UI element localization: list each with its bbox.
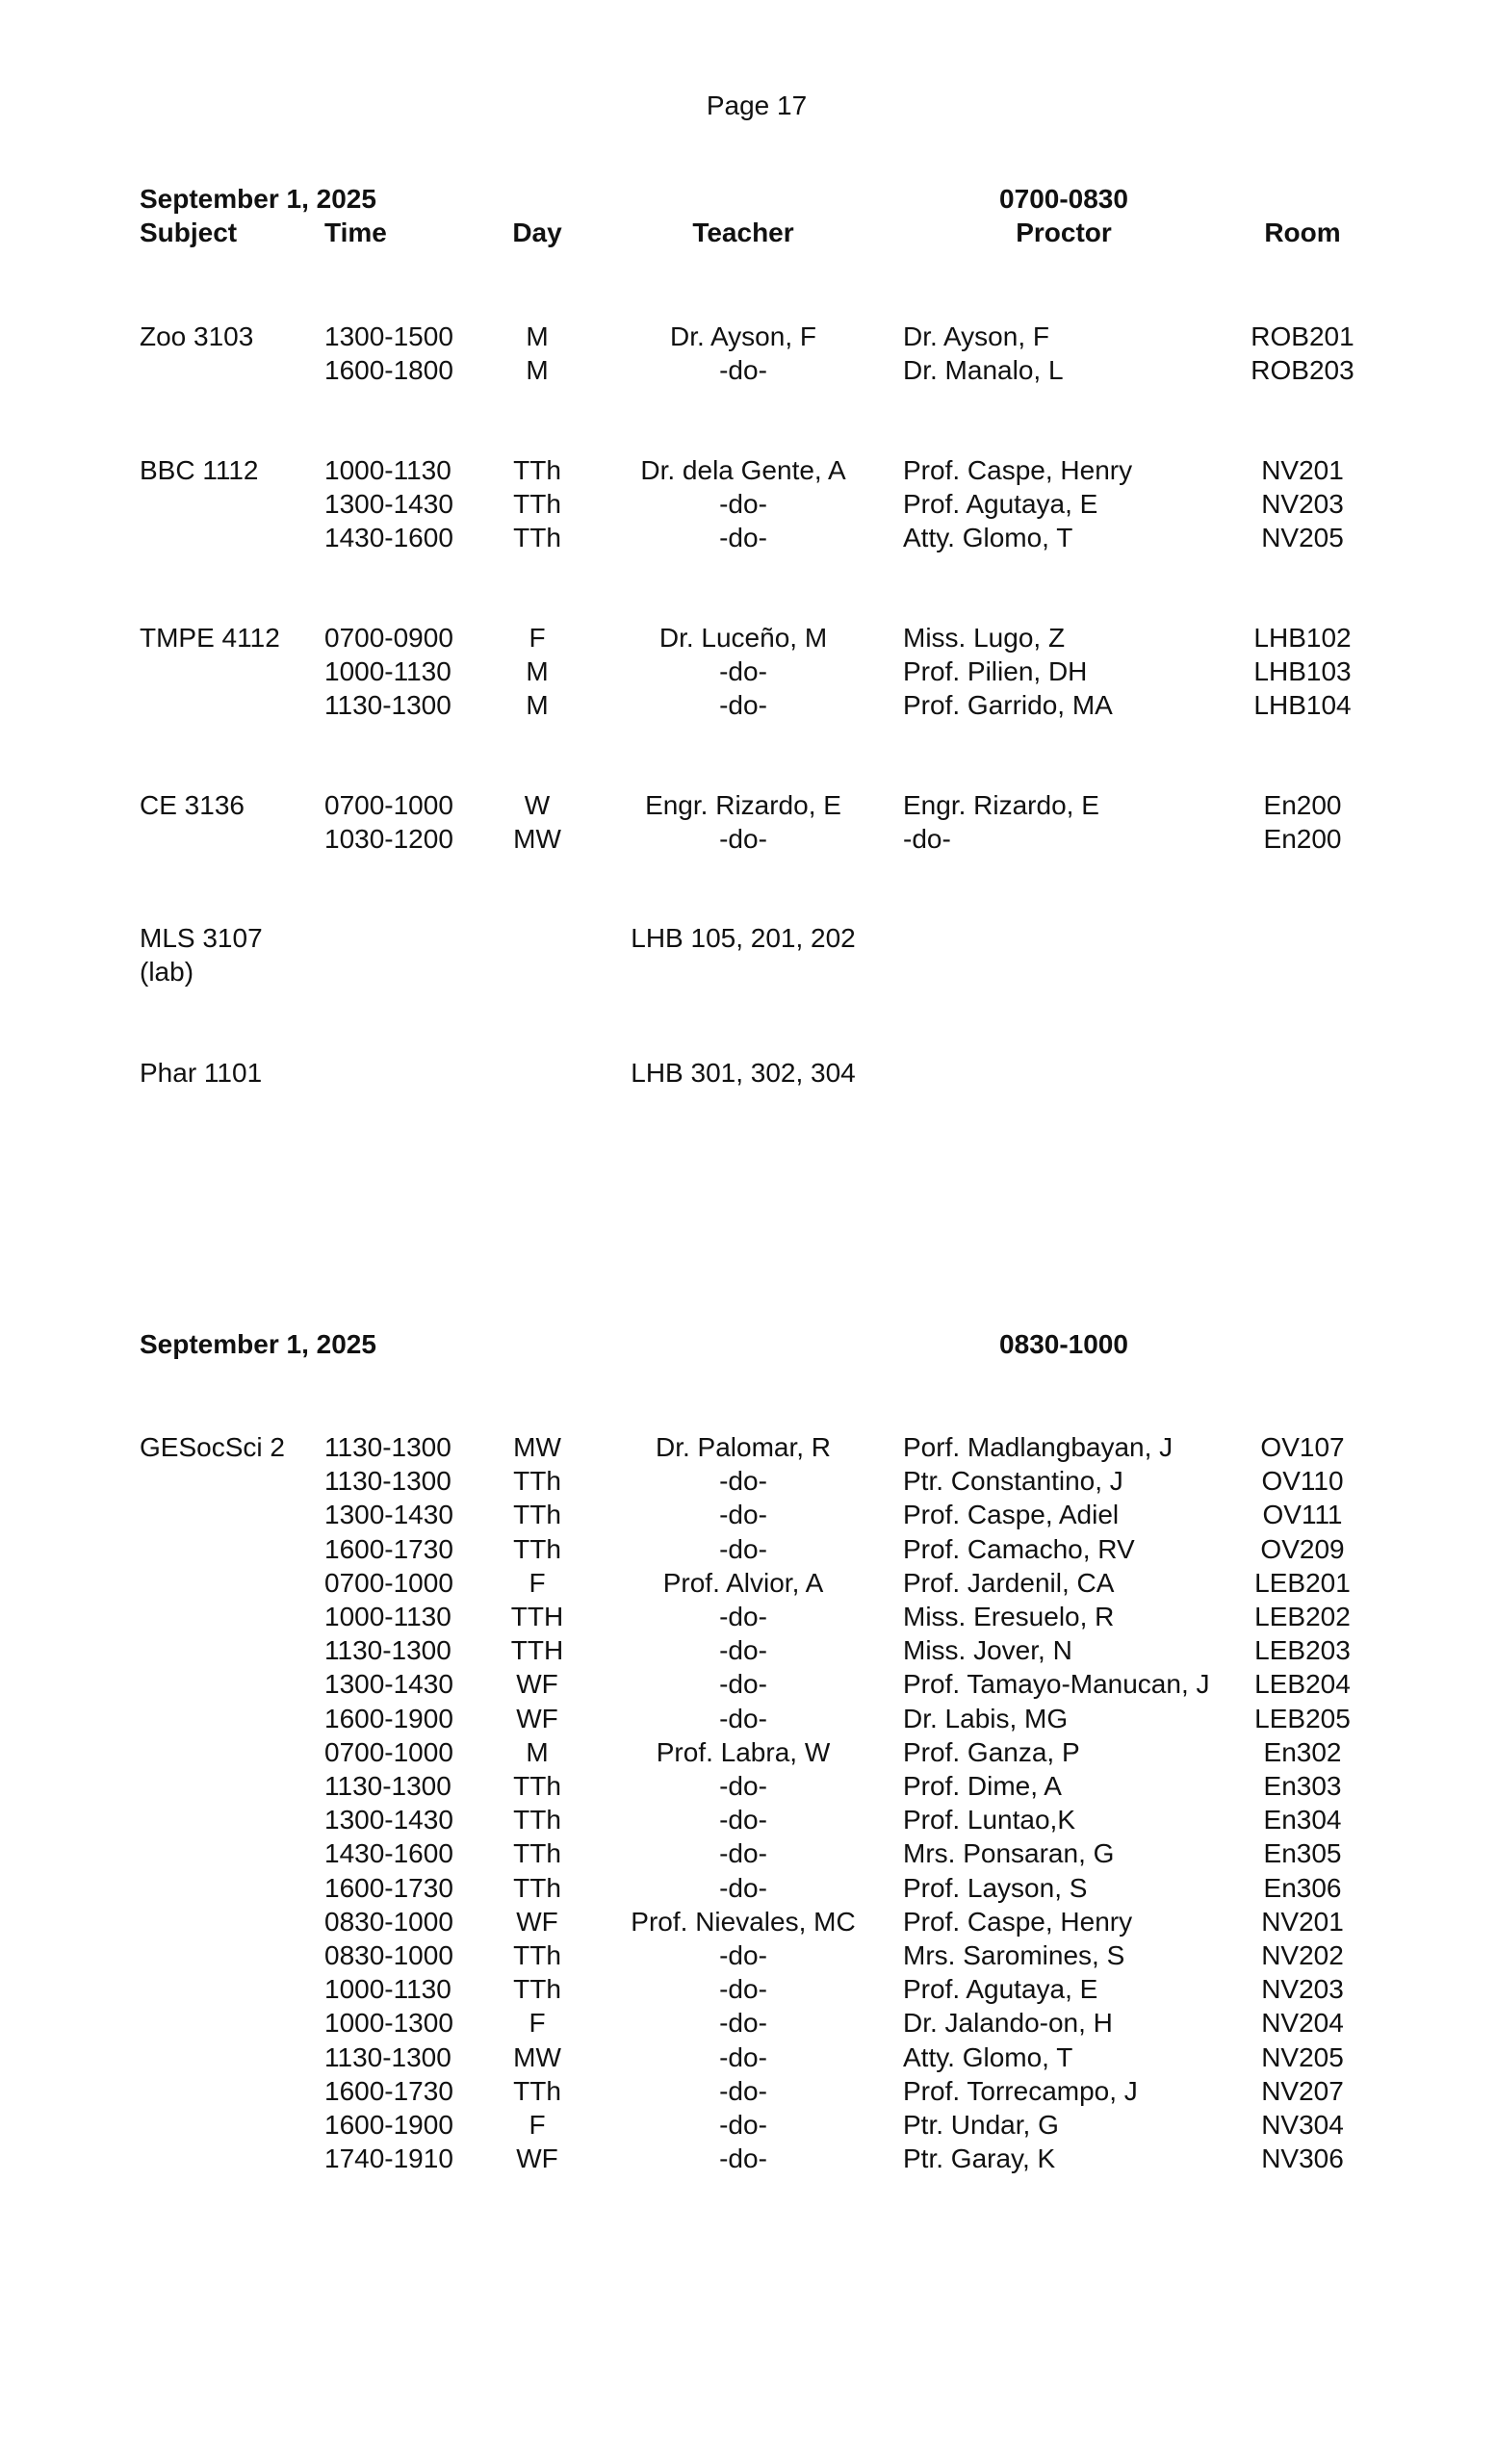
cell-proctor: Dr. Ayson, F	[903, 321, 1049, 351]
cell-room: En305	[1263, 1838, 1342, 1869]
cell-teacher: -do-	[719, 355, 767, 386]
cell-day: TTh	[513, 1940, 561, 1970]
cell-teacher: Prof. Alvior, A	[662, 1567, 824, 1598]
cell-teacher: -do-	[719, 1703, 767, 1733]
cell-time: 1300-1430	[324, 1805, 453, 1835]
cell-teacher: -do-	[719, 2008, 767, 2039]
cell-day: F	[529, 2008, 546, 2039]
cell-teacher: -do-	[719, 690, 767, 721]
cell-time: 1300-1430	[324, 489, 453, 520]
cell-day: TTH	[510, 1602, 564, 1631]
cell-day: F	[529, 623, 546, 653]
cell-time: 1430-1600	[324, 1838, 453, 1869]
cell-room: LHB103	[1253, 656, 1352, 687]
cell-day: TTh	[513, 455, 561, 485]
cell-teacher: LHB 301, 302, 304	[631, 1058, 856, 1088]
cell-time: 1000-1130	[324, 1602, 451, 1631]
cell-proctor: Dr. Jalando-on, H	[903, 2008, 1113, 2039]
cell-teacher: -do-	[719, 824, 767, 855]
cell-proctor: Ptr. Garay, K	[903, 2143, 1056, 2174]
cell-teacher: Prof. Labra, W	[656, 1736, 831, 1767]
cell-day: WF	[516, 1906, 558, 1937]
cell-room: En304	[1263, 1805, 1342, 1835]
cell-room: NV205	[1261, 523, 1344, 553]
cell-proctor: Prof. Dime, A	[903, 1771, 1062, 1801]
cell-room: NV204	[1261, 2008, 1344, 2039]
cell-proctor: Prof. Camacho, RV	[903, 1533, 1135, 1564]
cell-teacher: -do-	[719, 1771, 767, 1801]
subject-code: Phar 1101	[140, 1058, 263, 1088]
cell-time: 1000-1130	[324, 455, 451, 485]
cell-proctor: Miss. Jover, N	[903, 1635, 1072, 1666]
cell-teacher: Dr. dela Gente, A	[640, 455, 846, 485]
subject-code: TMPE 4112	[140, 623, 280, 653]
cell-room: LHB102	[1253, 623, 1352, 653]
cell-day: M	[526, 690, 549, 721]
cell-room: ROB201	[1251, 321, 1354, 351]
cell-room: En303	[1263, 1771, 1342, 1801]
cell-teacher: -do-	[719, 2075, 767, 2106]
cell-teacher: Engr. Rizardo, E	[645, 790, 841, 820]
cell-room: OV107	[1260, 1432, 1345, 1462]
cell-teacher: -do-	[719, 1466, 767, 1497]
cell-teacher: Dr. Palomar, R	[655, 1432, 832, 1462]
cell-time: 1000-1300	[324, 2008, 453, 2039]
cell-time: 1000-1130	[324, 656, 451, 687]
cell-day: TTH	[510, 1635, 564, 1666]
cell-day: TTh	[513, 1872, 561, 1903]
cell-teacher: Prof. Nievales, MC	[631, 1906, 856, 1937]
cell-day: MW	[513, 1432, 561, 1462]
cell-time: 1130-1300	[324, 690, 451, 721]
cell-proctor: Prof. Caspe, Henry	[903, 1906, 1133, 1937]
cell-proctor: Engr. Rizardo, E	[903, 790, 1099, 820]
cell-proctor: Atty. Glomo, T	[903, 2041, 1073, 2072]
header-teacher: Teacher	[692, 218, 794, 247]
cell-teacher: Dr. Luceño, M	[658, 623, 828, 653]
subject-note: (lab)	[140, 957, 194, 988]
cell-time: 0830-1000	[324, 1940, 453, 1970]
cell-day: W	[524, 790, 551, 820]
cell-room: LEB205	[1254, 1703, 1351, 1733]
cell-day: TTh	[513, 2075, 561, 2106]
cell-day: WF	[516, 1703, 558, 1733]
cell-room: NV306	[1261, 2143, 1344, 2174]
cell-day: M	[526, 1736, 549, 1767]
cell-room: En306	[1263, 1872, 1342, 1903]
cell-day: TTh	[513, 489, 561, 520]
cell-proctor: Prof. Garrido, MA	[903, 690, 1113, 721]
cell-day: TTh	[513, 1805, 561, 1835]
cell-day: TTh	[513, 1771, 561, 1801]
subject-code: CE 3136	[140, 790, 245, 820]
cell-teacher: -do-	[719, 489, 767, 520]
cell-day: MW	[513, 824, 561, 855]
cell-day: TTh	[513, 1533, 561, 1564]
cell-teacher: Dr. Ayson, F	[670, 321, 816, 351]
cell-proctor: Prof. Agutaya, E	[903, 489, 1098, 520]
section-time-slot: 0700-0830	[999, 184, 1128, 214]
cell-room: En200	[1263, 824, 1342, 855]
cell-proctor: Miss. Lugo, Z	[903, 623, 1066, 653]
cell-proctor: Dr. Labis, MG	[903, 1703, 1069, 1733]
cell-proctor: Atty. Glomo, T	[903, 523, 1073, 553]
cell-proctor: Prof. Layson, S	[903, 1872, 1088, 1903]
cell-time: 1130-1300	[324, 2041, 451, 2072]
cell-time: 0700-1000	[324, 1736, 453, 1767]
cell-time: 0700-0900	[324, 623, 453, 653]
header-day: Day	[512, 218, 562, 247]
cell-day: TTh	[513, 1974, 561, 2005]
cell-time: 1600-1730	[324, 2075, 453, 2106]
cell-teacher: -do-	[719, 1669, 767, 1700]
section-date: September 1, 2025	[140, 1329, 376, 1359]
cell-time: 1600-1900	[324, 1703, 453, 1733]
cell-proctor: Prof. Agutaya, E	[903, 1974, 1098, 2005]
cell-proctor: Prof. Caspe, Adiel	[903, 1500, 1120, 1530]
cell-proctor: Dr. Manalo, L	[903, 355, 1064, 386]
section-date: September 1, 2025	[140, 184, 376, 214]
cell-day: WF	[516, 1669, 558, 1700]
cell-room: ROB203	[1251, 355, 1354, 386]
cell-room: LEB204	[1254, 1669, 1351, 1700]
cell-proctor: Prof. Ganza, P	[903, 1736, 1080, 1767]
cell-teacher: -do-	[719, 1533, 767, 1564]
cell-proctor: Miss. Eresuelo, R	[903, 1602, 1115, 1631]
cell-time: 1030-1200	[324, 824, 453, 855]
cell-room: NV201	[1261, 455, 1344, 485]
cell-day: TTh	[513, 523, 561, 553]
header-room: Room	[1264, 218, 1341, 247]
cell-teacher: -do-	[719, 523, 767, 553]
cell-room: NV304	[1261, 2110, 1344, 2140]
cell-room: NV203	[1261, 1974, 1344, 2005]
cell-time: 1600-1730	[324, 1872, 453, 1903]
cell-room: LHB104	[1253, 690, 1352, 721]
cell-room: OV209	[1260, 1533, 1345, 1564]
cell-day: TTh	[513, 1838, 561, 1869]
cell-proctor: -do-	[903, 824, 951, 855]
cell-time: 1430-1600	[324, 523, 453, 553]
cell-teacher: -do-	[719, 1940, 767, 1970]
cell-proctor: Prof. Pilien, DH	[903, 656, 1088, 687]
cell-teacher: -do-	[719, 2110, 767, 2140]
cell-day: WF	[516, 2143, 558, 2174]
cell-proctor: Mrs. Ponsaran, G	[903, 1838, 1115, 1869]
cell-room: NV203	[1261, 489, 1344, 520]
cell-proctor: Prof. Tamayo-Manucan, J	[903, 1669, 1210, 1700]
cell-proctor: Prof. Jardenil, CA	[903, 1567, 1115, 1598]
cell-teacher: -do-	[719, 1602, 767, 1631]
cell-time: 1130-1300	[324, 1771, 451, 1801]
subject-code: GESocSci 2	[140, 1432, 285, 1462]
subject-code: BBC 1112	[140, 455, 259, 485]
cell-teacher: LHB 105, 201, 202	[631, 923, 856, 953]
cell-time: 1300-1500	[324, 321, 453, 351]
header-time: Time	[324, 218, 387, 247]
cell-room: NV207	[1261, 2075, 1344, 2106]
cell-room: OV111	[1262, 1500, 1343, 1530]
cell-time: 1130-1300	[324, 1432, 451, 1462]
cell-day: F	[529, 2110, 546, 2140]
subject-code: MLS 3107	[140, 923, 263, 953]
cell-proctor: Prof. Torrecampo, J	[903, 2075, 1138, 2106]
cell-day: M	[526, 321, 549, 351]
cell-room: LEB203	[1254, 1635, 1351, 1666]
cell-time: 1300-1430	[324, 1500, 453, 1530]
cell-time: 0830-1000	[324, 1906, 453, 1937]
cell-teacher: -do-	[719, 1838, 767, 1869]
cell-teacher: -do-	[719, 1974, 767, 2005]
cell-teacher: -do-	[719, 1635, 767, 1666]
cell-time: 1600-1800	[324, 355, 453, 386]
cell-room: OV110	[1261, 1466, 1344, 1497]
cell-proctor: Ptr. Undar, G	[903, 2110, 1059, 2140]
header-subject: Subject	[140, 218, 238, 247]
section-time-slot: 0830-1000	[999, 1329, 1128, 1359]
cell-teacher: -do-	[719, 2041, 767, 2072]
cell-time: 1600-1900	[324, 2110, 453, 2140]
cell-room: LEB201	[1254, 1567, 1351, 1598]
cell-room: LEB202	[1254, 1602, 1351, 1631]
cell-teacher: -do-	[719, 1500, 767, 1530]
cell-time: 0700-1000	[324, 790, 453, 820]
cell-teacher: -do-	[719, 1805, 767, 1835]
cell-proctor: Mrs. Saromines, S	[903, 1940, 1125, 1970]
cell-time: 1130-1300	[324, 1635, 451, 1666]
cell-day: TTh	[513, 1500, 561, 1530]
cell-room: En302	[1263, 1736, 1342, 1767]
cell-proctor: Prof. Luntao,K	[903, 1805, 1076, 1835]
cell-teacher: -do-	[719, 1872, 767, 1903]
cell-proctor: Ptr. Constantino, J	[903, 1466, 1123, 1497]
cell-room: NV201	[1261, 1906, 1344, 1937]
cell-day: TTh	[513, 1466, 561, 1497]
cell-day: M	[526, 656, 549, 687]
cell-proctor: Porf. Madlangbayan, J	[903, 1432, 1174, 1462]
page-number: Page 17	[706, 90, 808, 120]
cell-time: 1600-1730	[324, 1533, 453, 1564]
cell-day: M	[526, 355, 549, 386]
cell-time: 1130-1300	[324, 1466, 451, 1497]
cell-time: 1300-1430	[324, 1669, 453, 1700]
cell-room: NV202	[1261, 1940, 1344, 1970]
cell-day: F	[529, 1567, 546, 1598]
cell-teacher: -do-	[719, 2143, 767, 2174]
subject-code: Zoo 3103	[140, 321, 254, 351]
header-proctor: Proctor	[1016, 218, 1112, 247]
cell-room: En200	[1263, 790, 1342, 820]
cell-time: 1000-1130	[324, 1974, 451, 2005]
cell-room: NV205	[1261, 2041, 1344, 2072]
cell-teacher: -do-	[719, 656, 767, 687]
cell-time: 1740-1910	[324, 2143, 453, 2174]
cell-time: 0700-1000	[324, 1567, 453, 1598]
cell-proctor: Prof. Caspe, Henry	[903, 455, 1133, 485]
cell-day: MW	[513, 2041, 561, 2072]
